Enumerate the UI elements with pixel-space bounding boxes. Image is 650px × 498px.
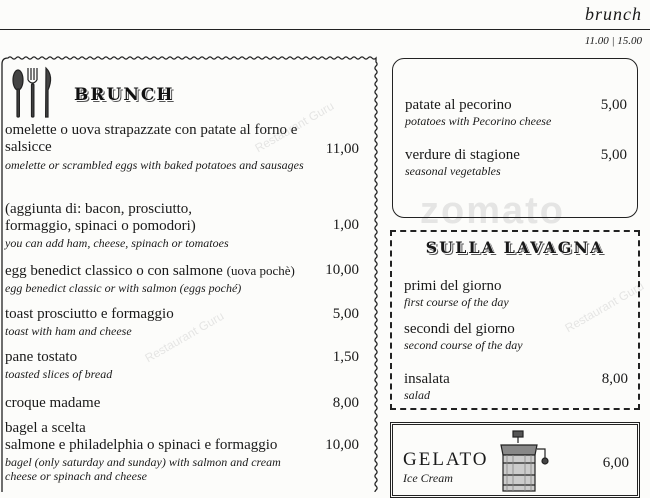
- menu-item: [5, 122, 359, 172]
- item-translation: omelette or scrambled eggs with baked potatoes and sausages: [5, 158, 304, 172]
- item-price: 5,00: [600, 97, 627, 113]
- cutlery-icon: [8, 66, 60, 120]
- menu-item: [405, 147, 627, 178]
- item-name-detail: salmone e philadelphia o spinaci e formaggio: [5, 437, 278, 453]
- item-price: 1,00: [332, 217, 359, 233]
- opening-hours: 11.00 | 15.00: [584, 35, 642, 47]
- item-price: 8,00: [332, 395, 359, 411]
- menu-item: [5, 201, 359, 250]
- menu-item: [5, 395, 359, 412]
- item-name: pane tostato: [5, 349, 78, 365]
- menu-item: [5, 420, 359, 483]
- menu-item: [404, 278, 628, 309]
- item-name: (aggiunta di: bacon, prosciutto, formaggio, spinaci o pomodori): [5, 201, 196, 234]
- watermark-text: Restaurant Guru: [142, 308, 227, 366]
- item-price: 10,00: [325, 262, 359, 278]
- menu-item: [5, 306, 359, 338]
- menu-item: [5, 349, 359, 381]
- item-translation: toasted slices of bread: [5, 367, 113, 381]
- item-price: 5,00: [332, 306, 359, 322]
- item-name: secondi del giorno: [404, 321, 515, 337]
- item-translation: potatoes with Pecorino cheese: [405, 114, 552, 128]
- item-name: bagel a scelta: [5, 420, 86, 436]
- brunch-section-title: BRUNCH: [74, 85, 175, 105]
- item-price: 6,00: [602, 455, 629, 471]
- gelato-box: [390, 422, 640, 498]
- item-price: 10,00: [325, 437, 359, 453]
- menu-item: [404, 321, 628, 352]
- item-name: omelette o uova strapazzate con patate al forno e salsicce: [5, 122, 298, 155]
- item-name: egg benedict classico o con salmone (uova pochè): [5, 263, 295, 279]
- menu-item: [5, 262, 359, 295]
- item-price: 1,50: [332, 349, 359, 365]
- item-name: insalata: [404, 371, 450, 387]
- item-name: primi del giorno: [404, 278, 502, 294]
- item-translation: toast with ham and cheese: [5, 324, 132, 338]
- gelato-title: GELATO: [403, 449, 489, 470]
- header-divider: [0, 29, 650, 30]
- menu-item: [405, 97, 627, 128]
- item-name: verdure di stagione: [405, 147, 520, 163]
- item-translation: Ice Cream: [403, 471, 453, 485]
- item-price: 5,00: [600, 147, 627, 163]
- page-title: brunch: [585, 4, 642, 24]
- item-name: patate al pecorino: [405, 97, 512, 113]
- sides-box: [392, 58, 638, 218]
- lavagna-section-title: SULLA LAVAGNA: [425, 238, 605, 257]
- item-translation: seasonal vegetables: [405, 164, 501, 178]
- item-translation: you can add ham, cheese, spinach or tomatoes: [5, 236, 229, 250]
- watermark-text: Restaurant Guru: [252, 98, 337, 156]
- item-translation: salad: [404, 388, 431, 402]
- lavagna-box: [390, 230, 640, 410]
- item-price: 8,00: [601, 371, 628, 387]
- item-name: croque madame: [5, 395, 101, 411]
- item-name: toast prosciutto e formaggio: [5, 306, 174, 322]
- item-translation: first course of the day: [404, 295, 509, 309]
- item-translation: second course of the day: [404, 338, 523, 352]
- menu-item: [404, 371, 628, 402]
- ice-cream-maker-icon: [489, 429, 555, 495]
- item-translation: egg benedict classic or with salmon (eggs poché): [5, 281, 242, 295]
- watermark-text: Restaurant Guru: [562, 278, 647, 336]
- watermark-logo: zomato: [420, 190, 565, 232]
- item-price: 11,00: [325, 141, 359, 157]
- item-note: (uova pochè): [226, 263, 295, 278]
- item-translation: bagel (only saturday and sunday) with salmon and cream cheese or spinach and cheese: [5, 455, 281, 483]
